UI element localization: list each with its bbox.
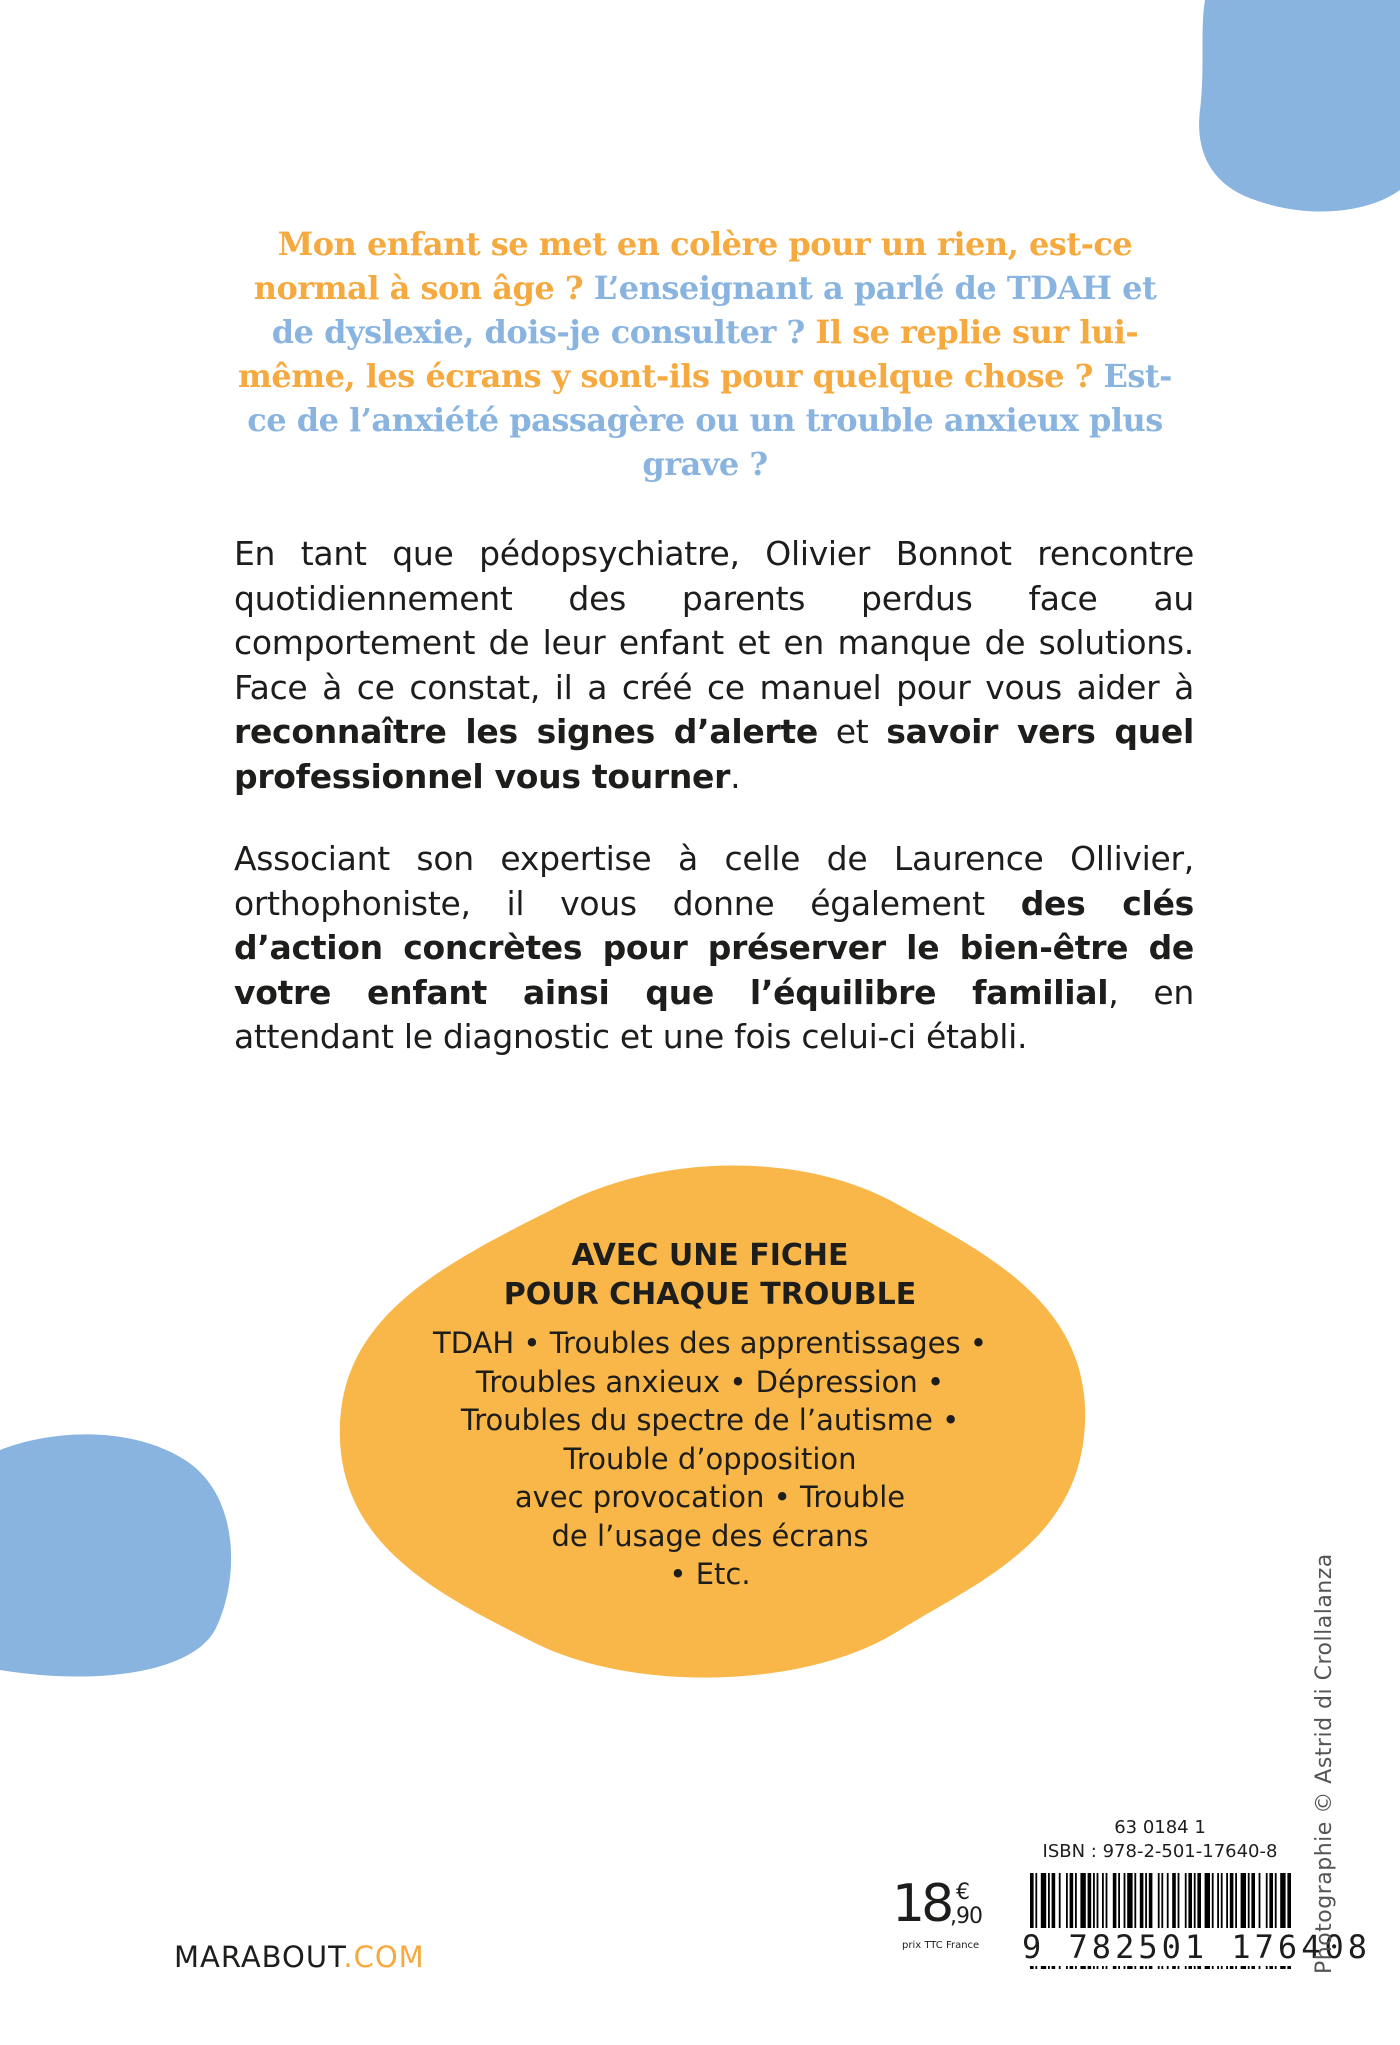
- text-segment: .: [730, 756, 741, 796]
- blue-blob-top-right: [1195, 0, 1400, 215]
- photo-credit: Photographie © Astrid di Crollalanza: [1312, 1553, 1337, 1974]
- price-currency: €: [956, 1880, 970, 1905]
- barcode-number: 9 782501 176408: [1022, 1928, 1371, 1966]
- trouble-list-line: Trouble d’opposition: [563, 1441, 857, 1476]
- product-codes: [1028, 1816, 1292, 1864]
- text-segment: En tant que pédopsychiatre, Olivier Bonnot rencontre quotidiennement des parents perdus face au comportement de leur enfant et en manque de solutions. Face à ce constat, il a créé ce manuel pour vous aider à: [234, 534, 1194, 707]
- question-segment: Est-ce de l’anxiété passagère ou un trouble anxieux plus grave ?: [247, 357, 1172, 483]
- price-label: prix TTC France: [902, 1940, 980, 1951]
- publisher-name: MARABOUT: [174, 1940, 344, 1974]
- trouble-list-line: • Etc.: [669, 1557, 751, 1591]
- text-segment: et: [817, 712, 887, 751]
- description-paragraph-1: [234, 532, 1194, 799]
- emphasized-text: reconnaître les signes d’alerte: [234, 712, 818, 751]
- text-segment: Associant son expertise à celle de Laurence Ollivier, orthophoniste, il vous donne également: [234, 839, 1194, 923]
- trouble-list-line: avec provocation • Trouble: [514, 1480, 906, 1514]
- question-segment: Il se replie sur lui-même, les écrans y sont-ils pour quelque chose ?: [238, 313, 1139, 395]
- trouble-list: [380, 1324, 1040, 1594]
- emphasized-text: des clés d’action concrètes pour préserver le bien-être de votre enfant ainsi que l’équilibre familial: [234, 883, 1194, 1012]
- price-integer: 18: [892, 1874, 951, 1934]
- publisher-logo: [174, 1940, 425, 1974]
- trouble-list-line: TDAH • Troubles des apprentissages •: [433, 1326, 987, 1360]
- box-title: [380, 1236, 1040, 1314]
- text-segment: , en attendant le diagnostic et une fois celui-ci établi.: [234, 972, 1194, 1056]
- trouble-list-box: [380, 1236, 1040, 1594]
- emphasized-text: savoir vers quel professionnel vous tourner: [234, 712, 1194, 796]
- publisher-suffix: .COM: [343, 1940, 425, 1974]
- questions-block: [230, 222, 1180, 486]
- box-title-line: POUR CHAQUE TROUBLE: [503, 1277, 917, 1312]
- product-code: 63 0184 1: [1114, 1817, 1206, 1838]
- price-decimal: ,90: [950, 1904, 982, 1929]
- question-segment: L’enseignant a parlé de TDAH et de dyslexie, dois-je consulter ?: [271, 269, 1157, 351]
- trouble-list-line: Troubles du spectre de l’autisme •: [460, 1403, 960, 1437]
- question-segment: Mon enfant se met en colère pour un rien, est-ce normal à son âge ?: [253, 225, 1133, 307]
- trouble-list-line: de l’usage des écrans: [551, 1518, 869, 1553]
- description-paragraph-2: [234, 837, 1194, 1060]
- box-title-line: AVEC UNE FICHE: [571, 1238, 849, 1273]
- blue-blob-left: [0, 1430, 240, 1680]
- trouble-list-line: Troubles anxieux • Dépression •: [475, 1364, 945, 1399]
- isbn: ISBN : 978-2-501-17640-8: [1042, 1841, 1278, 1862]
